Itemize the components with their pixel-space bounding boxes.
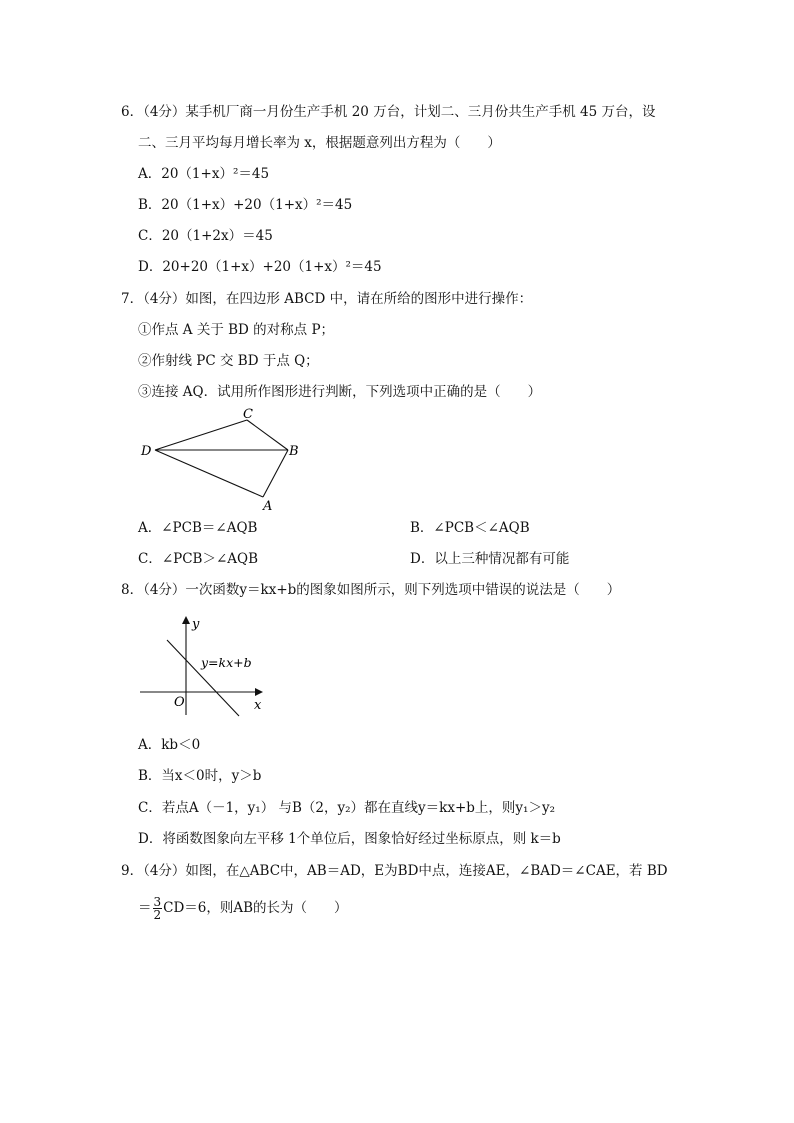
q7-option-b: B．∠PCB＜∠AQB [410,520,530,536]
q6-option-c: C．20（1+2x）＝45 [138,228,273,244]
q9-fraction [153,896,163,921]
q7-step-1: ①作点 A 关于 BD 的对称点 P； [138,322,335,338]
q8-option-c: C．若点A（－1，y₁） 与B（2，y₂）都在直线y＝kx+b上，则y₁＞y₂ [138,800,555,816]
label-origin: O [174,695,185,710]
q6-option-a: A．20（1+x）²＝45 [138,166,270,182]
q9-fraction-numerator: 3 [153,895,162,909]
q7-quadrilateral-figure [130,405,330,515]
q7-option-c: C．∠PCB＞∠AQB [138,551,259,567]
q7-option-d: D．以上三种情况都有可能 [410,551,570,567]
label-a: A [263,499,273,514]
q9-stem-rest: CD＝6，则AB的长为（ ） [163,900,348,916]
q6-stem-line2: 二、三月平均每月增长率为 x，根据题意列出方程为（ ） [138,135,501,151]
q6-option-d: D．20+20（1+x）+20（1+x）²＝45 [138,259,382,275]
label-function: y=kx+b [201,655,252,670]
label-b: B [289,444,299,459]
q6-stem-line1: 6．（4分）某手机厂商一月份生产手机 20 万台，计划二、三月份共生产手机 45 万台，设 [121,104,656,120]
edge-cb [247,420,288,450]
label-c: C [243,407,253,422]
q9-fraction-denominator: 2 [153,908,162,922]
q8-stem: 8．（4分）一次函数y＝kx+b的图象如图所示，则下列选项中错误的说法是（ ） [121,582,621,598]
q7-step-3: ③连接 AQ．试用所作图形进行判断，下列选项中正确的是（ ） [138,384,542,400]
q8-linear-function-graph [135,610,275,720]
q7-stem: 7．（4分）如图，在四边形 ABCD 中，请在所给的图形中进行操作： [121,291,533,307]
x-axis-arrow [255,688,263,696]
label-d: D [141,444,152,459]
q7-step-2: ②作射线 PC 交 BD 于点 Q； [138,353,319,369]
q9-equals: ＝ [138,900,152,916]
label-y-axis: y [192,617,200,632]
q8-option-b: B．当x＜0时，y＞b [138,768,262,784]
q8-option-a: A．kb＜0 [138,737,201,753]
edge-da [155,450,263,497]
q9-stem-line2 [138,895,348,921]
edge-dc [155,420,247,450]
label-x-axis: x [254,698,262,713]
y-axis-arrow [182,616,190,624]
edge-ab [263,450,288,497]
q7-option-a: A．∠PCB＝∠AQB [138,520,258,536]
q6-option-b: B．20（1+x）+20（1+x）²＝45 [138,197,353,213]
q9-stem-line1: 9．（4分）如图，在△ABC中，AB＝AD，E为BD中点，连接AE，∠BAD＝∠CAE，若 BD [121,863,668,879]
q8-option-d: D．将函数图象向左平移 1个单位后，图象恰好经过坐标原点，则 k＝b [138,831,561,847]
